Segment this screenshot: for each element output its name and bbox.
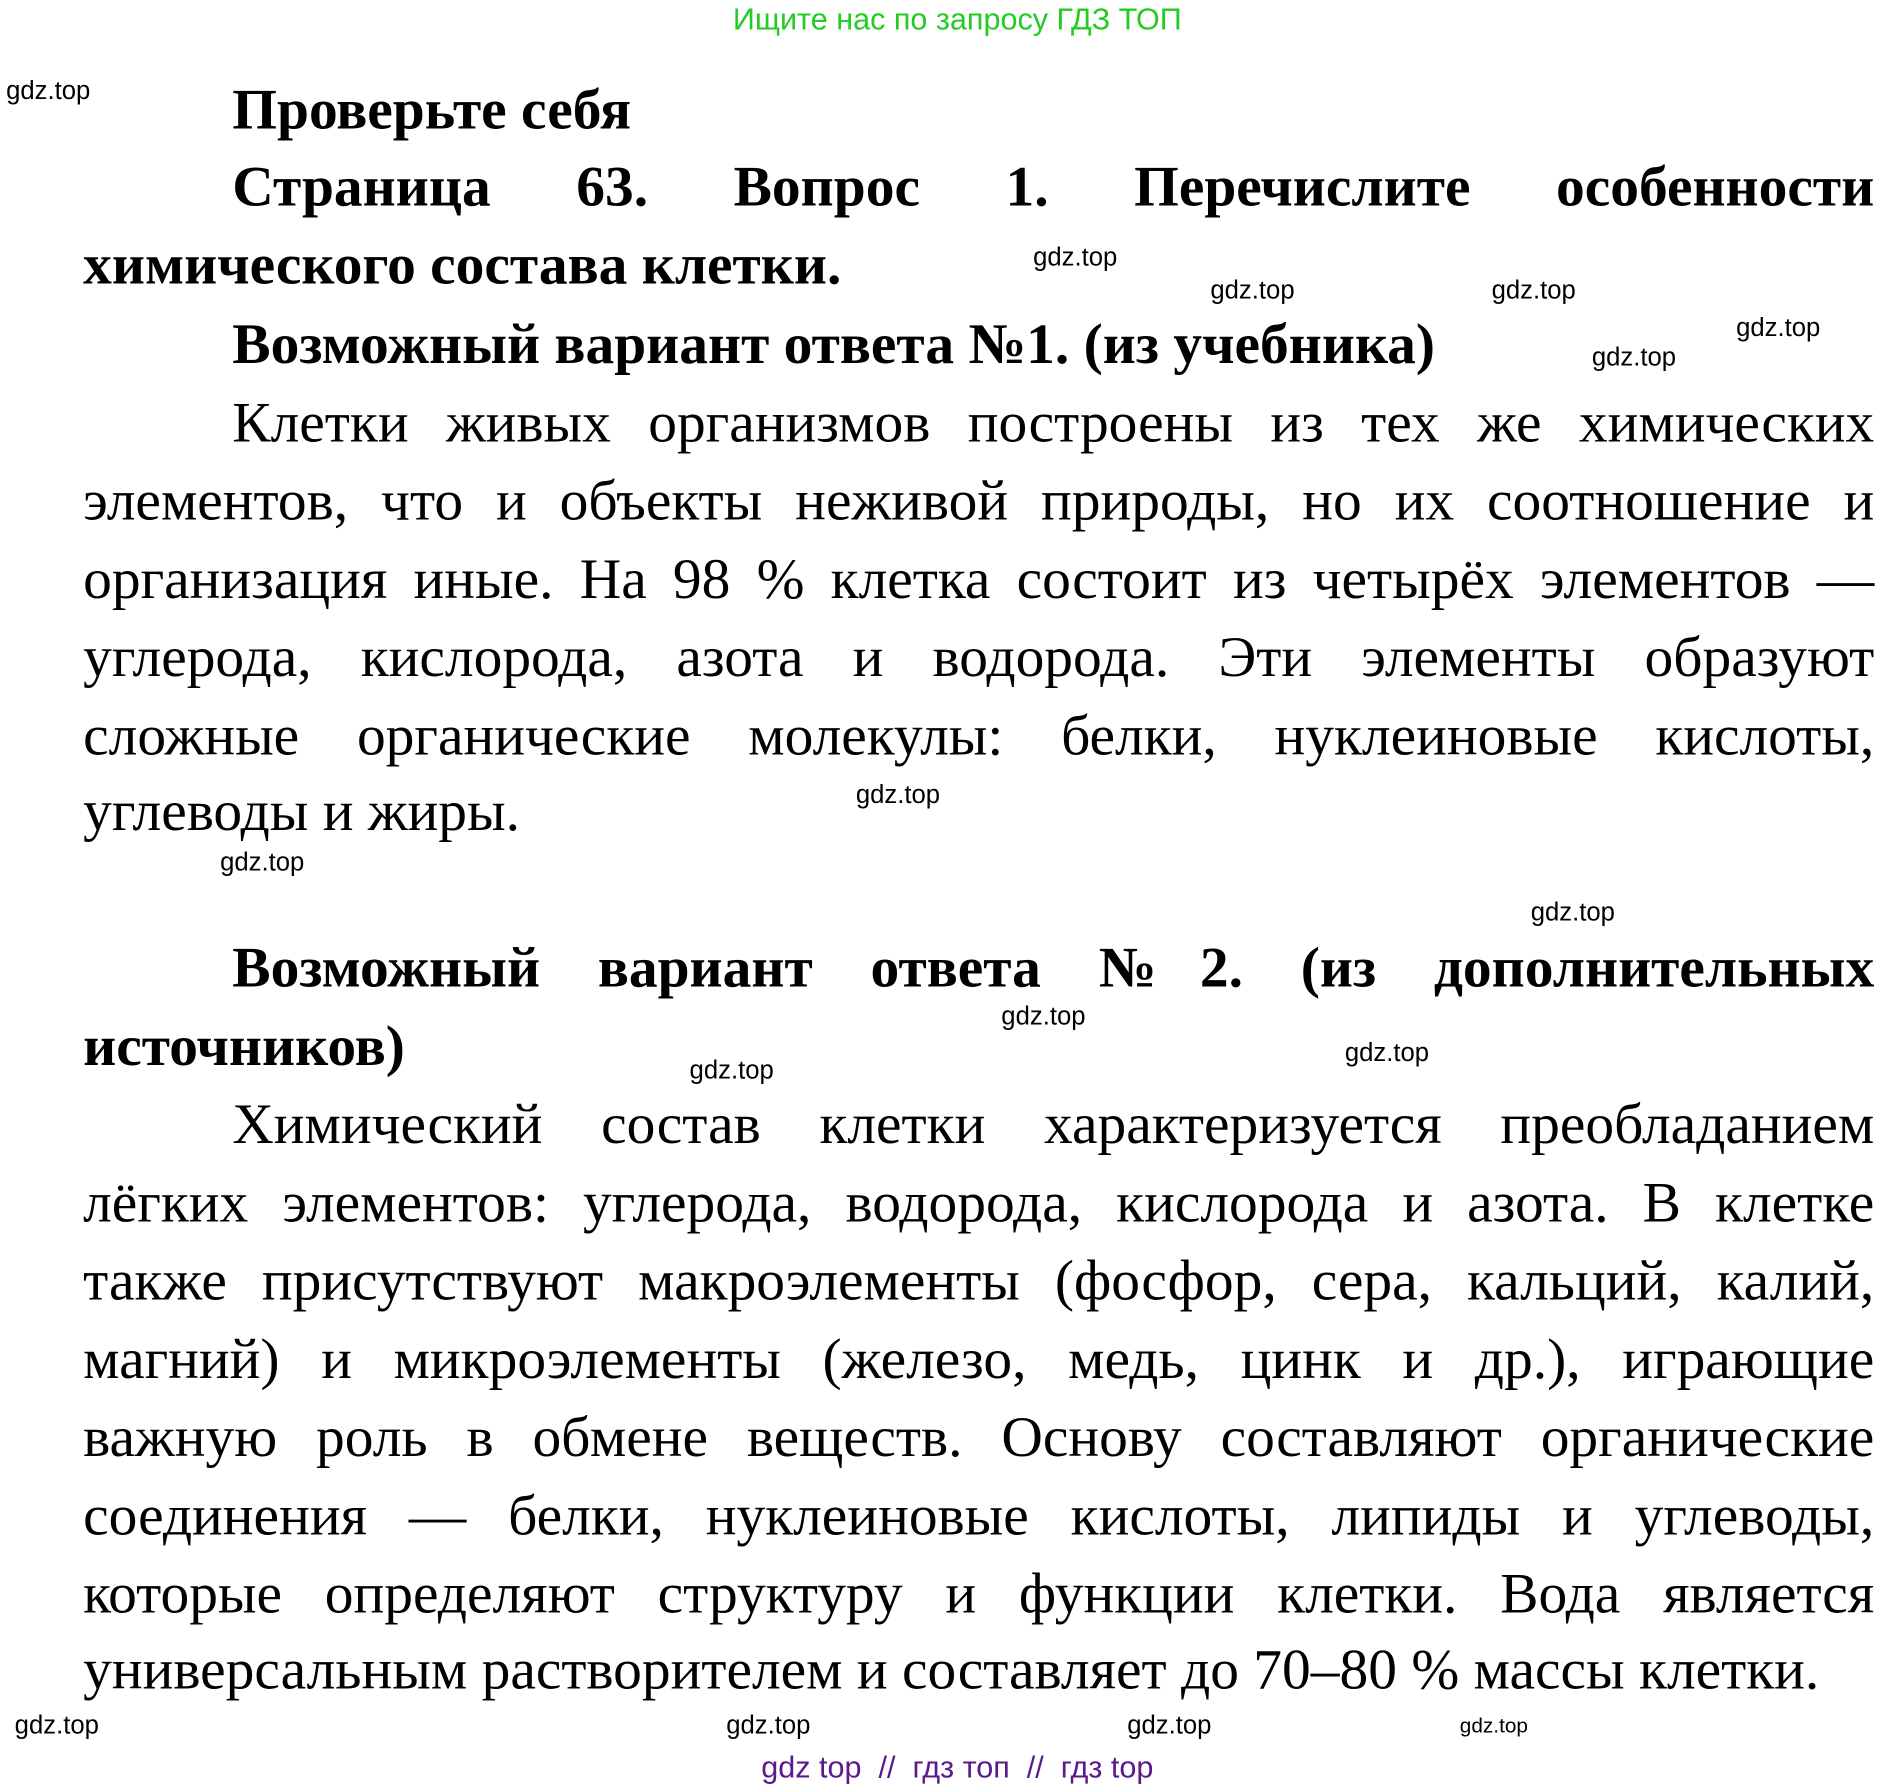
question-line: Страница 63. Вопрос 1. Перечислите особенности: [232, 155, 1875, 219]
watermark: gdz.top: [1459, 1714, 1528, 1738]
answer1-heading: Возможный вариант ответа №1. (из учебника): [232, 312, 1436, 377]
answer1-line: углерода, кислорода, азота и водорода. Эти элементы образуют: [83, 625, 1875, 690]
watermark: gdz.top: [1491, 276, 1576, 305]
answer1-line: Клетки живых организмов построены из тех же химических: [232, 391, 1875, 455]
answer2-line: которые определяют структуру и функции клетки. Вода является: [83, 1562, 1875, 1627]
watermark: gdz.top: [1127, 1711, 1212, 1740]
answer1-line: сложные органические молекулы: белки, нуклеиновые кислоты,: [83, 704, 1875, 768]
section-title: Проверьте себя: [232, 78, 632, 142]
watermark: gdz.top: [1210, 276, 1295, 305]
watermark: gdz.top: [1530, 898, 1615, 927]
watermark: gdz.top: [220, 848, 305, 877]
watermark: gdz.top: [726, 1711, 811, 1740]
question-line: химического состава клетки.: [83, 233, 842, 298]
answer2-line: соединения — белки, нуклеиновые кислоты, липиды и углеводы,: [83, 1484, 1875, 1548]
answer2-line: Химический состав клетки характеризуется преобладанием: [232, 1093, 1875, 1157]
answer2-line: универсальным растворителем и составляет до 70–80 % массы клетки.: [83, 1638, 1820, 1702]
watermark: gdz.top: [689, 1056, 774, 1085]
answer1-line: углеводы и жиры.: [83, 780, 521, 844]
answer2-line: магний) и микроэлементы (железо, медь, цинк и др.), играющие: [83, 1327, 1875, 1392]
watermark: gdz.top: [855, 781, 941, 810]
answer2-line: лёгких элементов: углерода, водорода, кислорода и азота. В клетке: [83, 1171, 1875, 1235]
search-hint-header: Ищите нас по запросу ГДЗ ТОП: [732, 2, 1182, 37]
watermark: gdz.top: [1344, 1039, 1430, 1068]
answer2-heading: Возможный вариант ответа №2. (из дополнительных: [232, 936, 1875, 1001]
answer2-line: важную роль в обмене веществ. Основу составляют органические: [83, 1405, 1875, 1470]
answer1-line: организация иные. На 98 % клетка состоит из четырёх элементов —: [83, 547, 1875, 612]
watermark: gdz.top: [14, 1711, 99, 1740]
watermark: gdz.top: [1591, 343, 1677, 372]
watermark: gdz.top: [6, 77, 91, 106]
answer2-heading: источников): [83, 1014, 405, 1079]
answer2-line: также присутствуют макроэлементы (фосфор, сера, кальций, калий,: [83, 1249, 1875, 1314]
answer1-line: элементов, что и объекты неживой природы, но их соотношение и: [83, 469, 1875, 534]
watermark: gdz.top: [1033, 243, 1118, 272]
watermark: gdz.top: [1736, 314, 1821, 343]
watermark: gdz.top: [1001, 1002, 1086, 1031]
footer-watermark: gdz top // гдз топ // гдз top: [761, 1750, 1154, 1785]
